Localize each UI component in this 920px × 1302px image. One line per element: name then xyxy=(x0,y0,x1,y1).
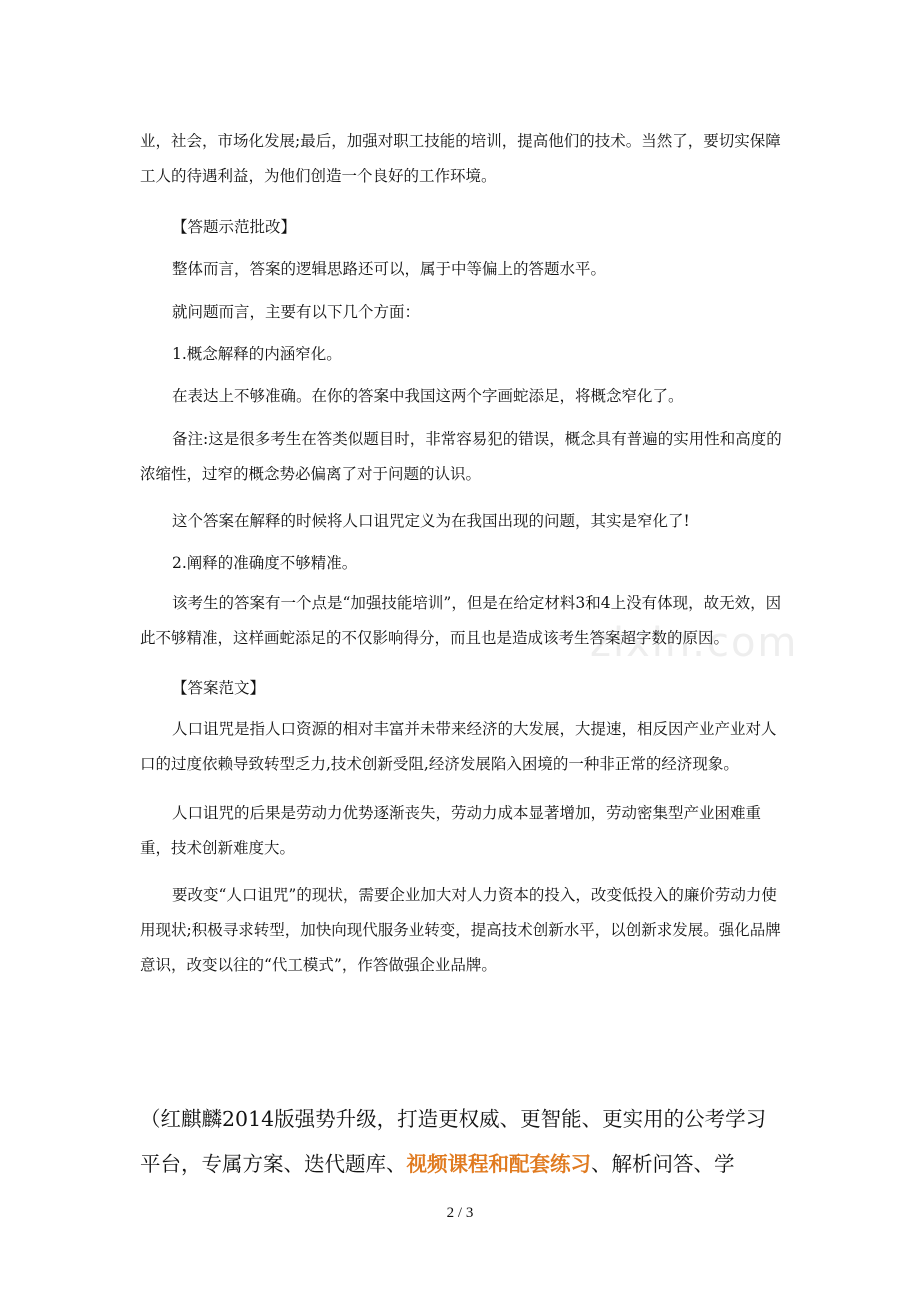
paragraph-solutions: 要改变“人口诅咒”的现状，需要企业加大对人力资本的投入，改变低投入的廉价劳动力使用现状;积极寻求转型，加快向现代服务业转变，提高技术创新水平，以创新求发展。强化品牌意识，改变以往的“代工模式”，作答做强企业品牌。 xyxy=(140,886,781,974)
paragraph-point-1: 1.概念解释的内涵窄化。 xyxy=(172,345,342,363)
promo-text-before: （红麒麟2014版强势升级，打造更权威、更智能、更实用的公考学习平台，专属方案、迭代题库、 xyxy=(140,1107,767,1176)
promo-text xyxy=(140,1097,785,1187)
paragraph-point-2-detail: 该考生的答案有一个点是“加强技能培训”，但是在给定材料3和4上没有体现，故无效，因此不够精准，这样画蛇添足的不仅影响得分，而且也是造成该考生答案超字数的原因。 xyxy=(140,594,782,647)
paragraph-definition: 人口诅咒是指人口资源的相对丰富并未带来经济的大发展，大提速，相反因产业产业对人口的过度依赖导致转型乏力,技术创新受阻,经济发展陷入困境的一种非正常的经济现象。 xyxy=(140,720,777,773)
paragraph-note: 备注:这是很多考生在答类似题目时，非常容易犯的错误，概念具有普遍的实用性和高度的浓缩性，过窄的概念势必偏离了对于问题的认识。 xyxy=(140,430,782,483)
promo-text-after: 、解析问答、学 xyxy=(591,1152,735,1176)
page-number: 2 / 3 xyxy=(446,1205,474,1221)
watermark: zixin.com xyxy=(590,620,799,666)
paragraph-intro: 业，社会，市场化发展;最后，加强对职工技能的培训，提高他们的技术。当然了，要切实保障工人的待遇利益，为他们创造一个良好的工作环境。 xyxy=(140,132,781,185)
paragraph-point-1-detail: 在表达上不够准确。在你的答案中我国这两个字画蛇添足，将概念窄化了。 xyxy=(172,387,684,405)
section-heading-model-answer: 【答案范文】 xyxy=(172,679,266,697)
paragraph-point-2: 2.阐释的准确度不够精准。 xyxy=(172,554,358,572)
paragraph-aspects: 就问题而言，主要有以下几个方面： xyxy=(172,303,421,321)
paragraph-point-1-summary: 这个答案在解释的时候将人口诅咒定义为在我国出现的问题，其实是窄化了! xyxy=(172,512,690,530)
paragraph-overall: 整体而言，答案的逻辑思路还可以，属于中等偏上的答题水平。 xyxy=(172,260,607,278)
promo-highlight-link[interactable]: 视频课程和配套练习 xyxy=(406,1152,591,1176)
section-heading-review: 【答题示范批改】 xyxy=(172,218,297,236)
paragraph-consequences: 人口诅咒的后果是劳动力优势逐渐丧失，劳动力成本显著增加，劳动密集型产业困难重重，技术创新难度大。 xyxy=(140,804,762,857)
